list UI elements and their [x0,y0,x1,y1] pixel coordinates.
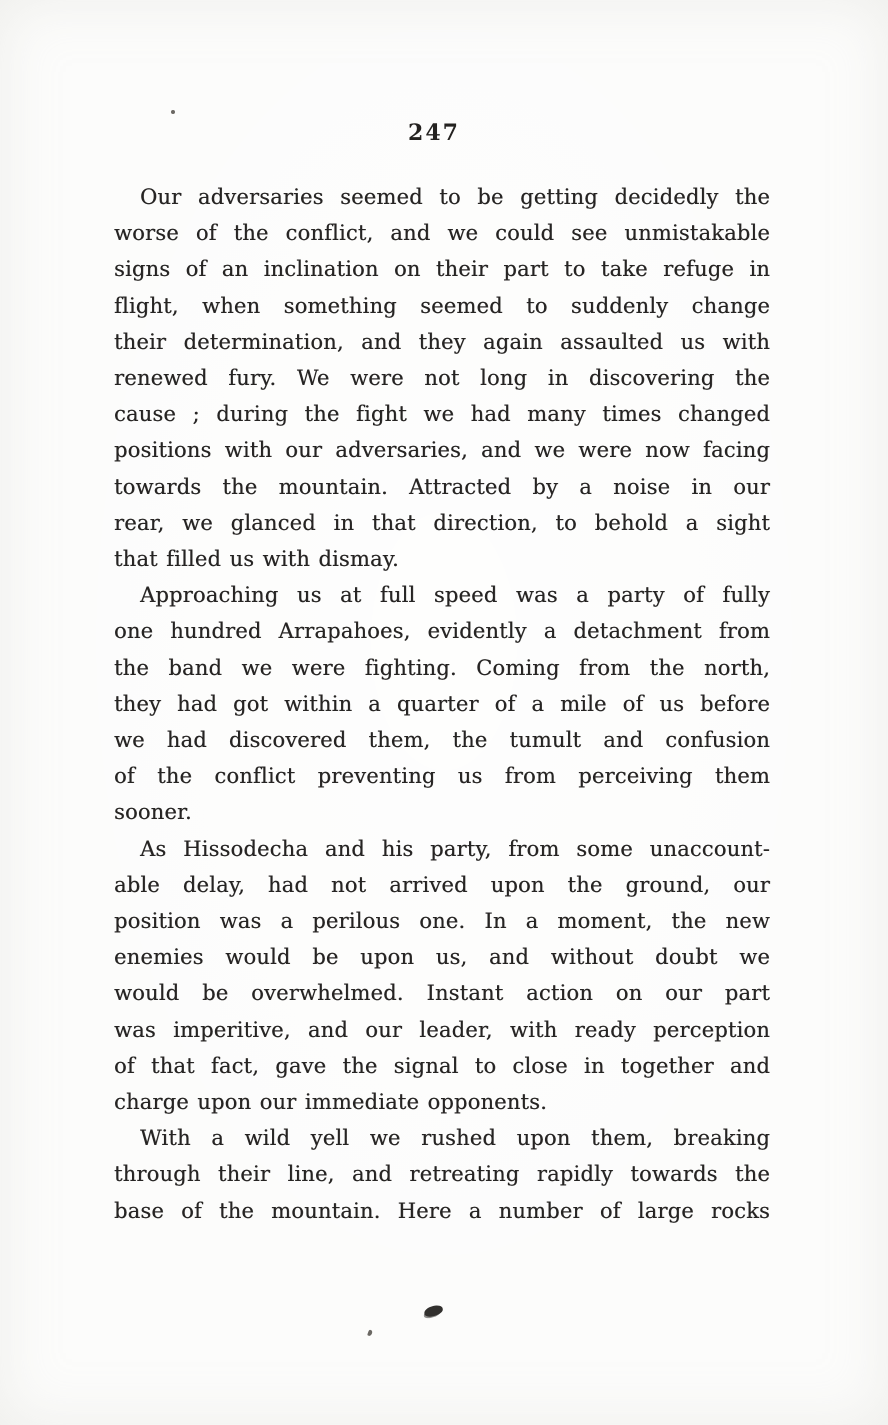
text-line: Approaching us at full speed was a party of fully [140,583,770,608]
paragraph [114,179,770,577]
text-line: that filled us with dismay. [114,547,399,572]
ink-speck [367,1329,373,1336]
ink-speck [171,110,175,114]
ink-blot-ornament [423,1304,444,1318]
text-line: of the conflict preventing us from perceiving them [114,764,770,789]
text-line: renewed fury. We were not long in discovering the [114,366,770,391]
text-line: positions with our adversaries, and we were now facing [114,438,770,463]
text-line: As Hissodecha and his party, from some unaccount- [140,836,770,861]
paragraph [114,1120,770,1229]
page-text [114,179,770,1229]
text-line: their determination, and they again assaulted us with [114,329,770,354]
text-line: would be overwhelmed. Instant action on our part [114,981,770,1006]
text-line: base of the mountain. Here a number of large rocks [114,1198,770,1223]
text-line: enemies would be upon us, and without doubt we [114,945,770,970]
text-line: one hundred Arrapahoes, evidently a detachment from [114,619,770,644]
text-line: we had discovered them, the tumult and confusion [114,728,770,753]
text-line: of that fact, gave the signal to close in together and [114,1053,770,1078]
text-line: With a wild yell we rushed upon them, breaking [140,1126,770,1151]
text-line: sooner. [114,800,192,825]
text-line: flight, when something seemed to suddenly change [114,293,770,318]
text-line: through their line, and retreating rapidly towards the [114,1162,770,1187]
text-line: able delay, had not arrived upon the ground, our [114,872,770,897]
page-number: 247 [408,120,460,146]
text-line: position was a perilous one. In a moment, the new [114,909,770,934]
text-line: the band we were fighting. Coming from the north, [114,655,770,680]
paragraph [114,831,770,1121]
text-line: charge upon our immediate opponents. [114,1090,548,1115]
text-line: towards the mountain. Attracted by a noise in our [114,474,770,499]
text-line: cause ; during the fight we had many times changed [114,402,770,427]
text-line: was imperitive, and our leader, with ready perception [114,1017,770,1042]
paragraph [114,577,770,830]
text-line: Our adversaries seemed to be getting decidedly the [140,185,770,209]
text-line: they had got within a quarter of a mile of us before [114,691,770,716]
text-line: worse of the conflict, and we could see unmistakable [114,221,770,246]
text-line: rear, we glanced in that direction, to behold a sight [114,510,770,535]
text-line: signs of an inclination on their part to take refuge in [114,257,770,282]
